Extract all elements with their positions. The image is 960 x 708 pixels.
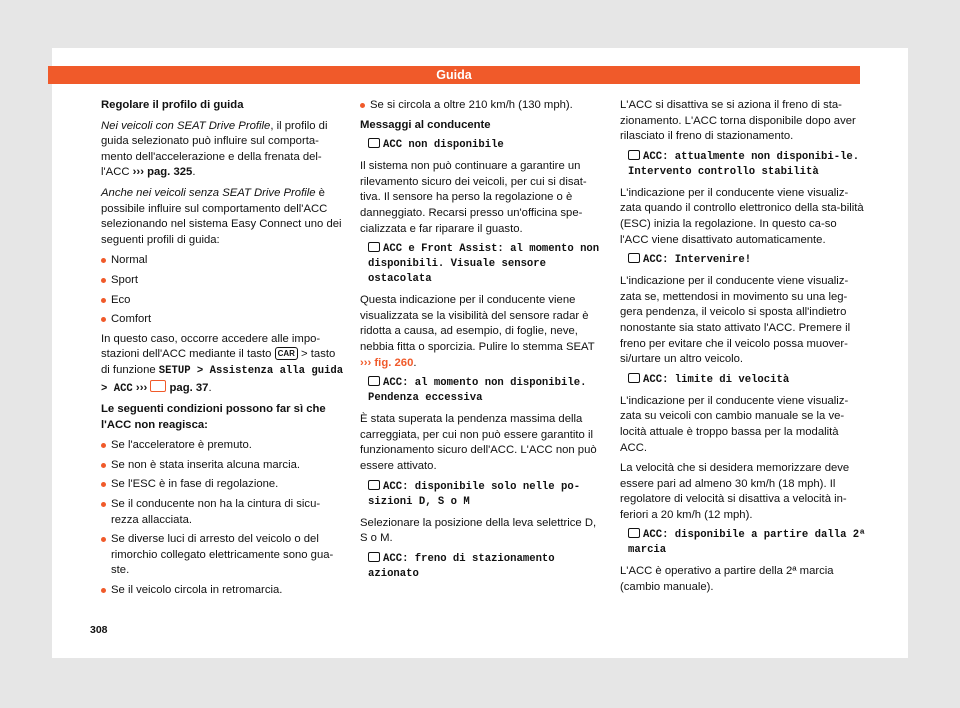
car-icon	[628, 253, 640, 263]
paragraph: In questo caso, occorre accedere alle impo-stazioni dell'ACC mediante il tasto CAR > tasto di funzione SETUP > Assistenza alla guida > ACC ››› pag. 37.	[101, 332, 344, 395]
section-heading: Messaggi al conducente	[360, 118, 491, 131]
car-icon	[368, 242, 380, 252]
driver-message: ACC: attualmente non disponibi-le. Intervento controllo stabilità	[628, 150, 860, 178]
driver-message: ACC: al momento non disponibile. Pendenza eccessiva	[368, 377, 587, 405]
car-icon	[628, 150, 640, 160]
car-icon	[628, 373, 640, 383]
driver-message: ACC: Intervenire!	[628, 253, 868, 268]
bullet-icon	[101, 463, 106, 468]
column-2	[360, 98, 601, 588]
figure-reference-link[interactable]: ››› fig. 260	[360, 356, 414, 369]
paragraph: Il sistema non può continuare a garantire un rilevamento sicuro dei veicoli, per cui si disat-tiva. Il sensore ha perso la regolazione o è danneggiato. Recarsi presso un'officina spe-cializzata e far riparare il guasto.	[360, 160, 587, 235]
list-item: Sport	[101, 273, 347, 289]
condition-list	[101, 438, 347, 598]
paragraph: Questa indicazione per il conducente viene visualizzata se la visibilità del sensore radar è ridotta a causa, ad esempio, di foglie, neve, nebbia fitta o sporcizia. Pulire lo stemma SEAT ››› fig. 260.	[360, 294, 595, 369]
bullet-icon	[101, 317, 106, 322]
paragraph: È stata superata la pendenza massima della carreggiata, per cui non può essere garantito il funzionamento sicuro dell'ACC. L'ACC non può essere attivato.	[360, 413, 597, 472]
condition-list-continued	[360, 98, 601, 114]
paragraph: L'indicazione per il conducente viene visualiz-zata se, mettendosi in movimento su una leg-gera pendenza, il veicolo si sposta all'indietro nonostante sia stato attivato l'ACC. Premere il freno per evitare che il veicolo possa muover-si/urtare un altro veicolo.	[620, 275, 851, 366]
driver-message: ACC: limite di velocità	[628, 373, 868, 388]
profile-list	[101, 253, 347, 327]
driver-message: ACC non disponibile	[368, 138, 601, 153]
paragraph: Nei veicoli con SEAT Drive Profile, il profilo di guida selezionato può influire sul comporta-mento dell'accelerazione e della frenata del-l'ACC ››› pag. 325.	[101, 119, 328, 179]
bullet-icon	[360, 103, 365, 108]
driver-message: ACC: freno di stazionamento azionato	[368, 552, 555, 580]
paragraph: Anche nei veicoli senza SEAT Drive Profile è possibile influire sul comportamento dell'ACC selezionando nel sistema Easy Connect uno dei seguenti profili di guida:	[101, 186, 342, 246]
list-item: Se il conducente non ha la cintura di sicu-rezza allacciata.	[101, 497, 347, 528]
column-3	[620, 98, 868, 601]
paragraph: L'indicazione per il conducente viene visualiz-zata quando il controllo elettronico della sta-bilità (ESC) inizia la regolazione. In questo ca-so l'ACC viene disattivato automaticamente.	[620, 186, 864, 246]
car-key-icon: CAR	[275, 347, 298, 360]
bullet-icon	[101, 537, 106, 542]
list-item: Normal	[101, 253, 347, 269]
car-icon	[368, 480, 380, 490]
paragraph: L'indicazione per il conducente viene visualiz-zata su veicoli con cambio manuale se la ve-locità attuale è troppo bassa per la modalità ACC.	[620, 394, 849, 454]
driver-message: ACC: disponibile solo nelle po-sizioni D, S o M	[368, 480, 581, 508]
driver-message: ACC e Front Assist: al momento non disponibili. Visuale sensore ostacolata	[368, 243, 600, 286]
section-heading: Le seguenti condizioni possono far sì che l'ACC non reagisca:	[101, 403, 326, 431]
bullet-icon	[101, 443, 106, 448]
list-item: Se si circola a oltre 210 km/h (130 mph).	[360, 98, 601, 114]
page-reference-link[interactable]: ››› pag. 325	[132, 166, 193, 179]
section-heading: Regolare il profilo di guida	[101, 99, 244, 111]
menu-path: SETUP > Assistenza alla guida > ACC	[101, 364, 344, 395]
bullet-icon	[101, 482, 106, 487]
page-reference-link[interactable]: pag. 37	[166, 381, 209, 394]
section-header: Guida	[48, 66, 860, 84]
car-icon	[368, 376, 380, 386]
paragraph: La velocità che si desidera memorizzare deve essere pari ad almeno 30 km/h (18 mph). Il regolatore di velocità si disattiva a velocità in-feriori a 20 km/h (12 mph).	[620, 462, 850, 521]
list-item: Se l'ESC è in fase di regolazione.	[101, 477, 347, 493]
list-item: Se il veicolo circola in retromarcia.	[101, 583, 347, 599]
paragraph: L'ACC è operativo a partire della 2ª marcia (cambio manuale).	[620, 565, 834, 594]
list-item: Se non è stata inserita alcuna marcia.	[101, 458, 347, 474]
car-icon	[628, 528, 640, 538]
list-item: Comfort	[101, 312, 347, 328]
paragraph: Selezionare la posizione della leva selettrice D, S o M.	[360, 516, 597, 545]
list-item: Eco	[101, 293, 347, 309]
list-item: Se l'acceleratore è premuto.	[101, 438, 347, 454]
bullet-icon	[101, 298, 106, 303]
bullet-icon	[101, 588, 106, 593]
car-icon	[368, 552, 380, 562]
list-item: Se diverse luci di arresto del veicolo o del rimorchio collegato elettricamente sono gua-ste.	[101, 532, 347, 579]
driver-message: ACC: disponibile a partire dalla 2ª marcia	[628, 529, 866, 557]
paragraph: L'ACC si disattiva se si aziona il freno di sta-zionamento. L'ACC torna disponibile dopo aver rilasciato il freno di stazionamento.	[620, 99, 856, 143]
bullet-icon	[101, 278, 106, 283]
page-number: 308	[90, 624, 108, 636]
column-1	[101, 98, 347, 603]
car-icon	[368, 138, 380, 148]
bullet-icon	[101, 502, 106, 507]
bullet-icon	[101, 258, 106, 263]
book-icon	[150, 380, 166, 392]
